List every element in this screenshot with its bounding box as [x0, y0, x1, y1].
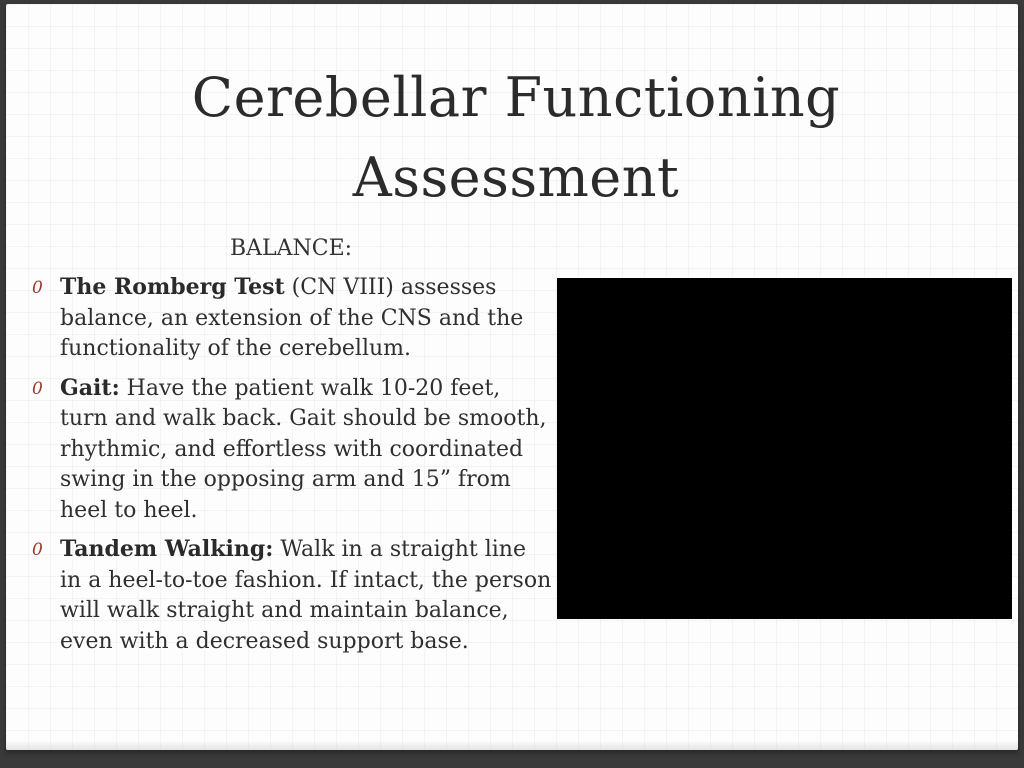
slide — [6, 4, 1018, 750]
bullet-item-romberg — [28, 272, 553, 365]
bullet-term: Tandem Walking: — [60, 536, 274, 562]
bullet-term: The Romberg Test — [60, 274, 285, 300]
bullet-list — [28, 272, 553, 665]
bullet-text: Have the patient walk 10-20 feet, turn and walk back. Gait should be smooth, rhythmic, and effortless with coordinated swing in the opposing arm and 15” from heel to heel. — [60, 375, 547, 523]
bullet-item-gait — [28, 373, 553, 527]
bullet-text: Walk in a straight line in a heel-to-toe fashion. If intact, the person will walk straight and maintain balance, even with a decreased support base. — [60, 537, 552, 654]
section-heading: BALANCE: — [229, 236, 353, 261]
slide-title: Cerebellar Functioning Assessment — [191, 66, 841, 209]
bullet-marker: 0 — [32, 540, 43, 560]
bullet-text: (CN VIII) assesses balance, an extension of the CNS and the functionality of the cerebellum. — [60, 275, 524, 361]
embedded-video[interactable] — [557, 278, 1012, 619]
bullet-term: Gait: — [60, 374, 120, 401]
bullet-item-tandem-walking — [28, 534, 553, 657]
bullet-marker: 0 — [32, 278, 43, 298]
bullet-marker: 0 — [32, 378, 43, 399]
